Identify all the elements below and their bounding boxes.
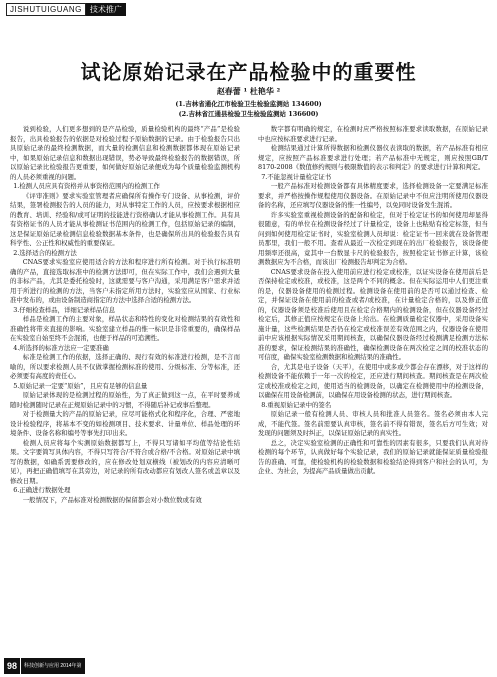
section-heading: 8.重视原始记录中的签名: [261, 400, 332, 409]
paragraph: 说到检验，人们更多想到的是产品检验，质量检验机构的最终“产品”是检验报告，出具检验报告的依据是对检验过程予原始数据的记录。由于检验报告只出具原始记录的最终检测数据，而大量的检测信息和检测数据都体现在原始记录中，如果原始记录信息和数据出现错误，势必导致最终检验报告的数据错误，所以原始记录比检验报告更重要，如何做好原始记录便成为每个质量检验监测机构的人员必须重视的问题。: [10, 125, 240, 181]
paragraph: 一般情况下，产品标准对检测数据的保留都会对小数位数或有效: [22, 495, 202, 504]
affiliation-1: (1.吉林省通化江市检验卫生检验监测站 134600): [175, 100, 322, 108]
section-heading: 1.检测人员应具有资格并从事资格范围内的检测工作: [13, 182, 160, 190]
paragraph: 总之，决定实验室检测的正确性和可靠性的因素有很多，只要我们认真对待检测的每个环节，认真做好每个实验记录，我们的原始记录就能保证质量检验报告的准确、可靠，使检验机构的检验数据和检验结论得到客户和社会的认可，为企业、为社会，为提高产品质量做出贡献。: [258, 438, 488, 475]
section-name: 技术推广: [86, 3, 126, 16]
right-column: [258, 125, 488, 477]
section-heading: 2.选择适合的检测方法: [13, 248, 77, 257]
section-heading: 5.原始记录一定要“原始”，且应有足够的信息量: [13, 381, 148, 390]
paragraph: CNAS要求实验室应使用适合的方法和程序进行所有检测。对于执行标准明确的产品，直接选取标准中的检测方法即可，但在实际工作中，我们会遇到大量的非标产品，尤其是委托检验时，这就需要与客户沟通，采用满足客户需求并适用于所进行的检测的方法，当客户未指定所用方法时，实验室应从国家、行业标准中发布的，或由设备制造商指定的方法中选择合适的检测方法。: [10, 258, 240, 304]
authors: 赵春蕾 ¹ 杜艳华 ²: [216, 86, 281, 96]
article-title: 试论原始记录在产品检验中的重要性: [80, 60, 417, 84]
page-number: 98: [4, 658, 20, 674]
left-column: [10, 125, 240, 505]
paragraph: 检测人员应将每个实测原始数据都写上，不得只写诸如平均值等结论性结果。文字要简写具体内容，不得只写符合/不符合或合格/不合格。对原始记录中填写的数据，如确系需要修改的，应在修改处划双横线（被划改的内容应清晰可见），再把正确值填写在其旁边，对记录的所有改动都应有划改人签名或盖章以及修改日期。: [10, 438, 240, 485]
journal-header: [6, 3, 126, 16]
paragraph: 《评审准则》要求实验室管理者应确保所有操作专门设备、从事检测，评价结果，签署检测报告的人员的能力，对从事特定工作的人员，应按要求根据相应的教育、培训、经验和/或可证明的技能进行资格确认才能从事检测工作。具有具有资格证书的人员才能从事检测证书范围内的检测工作，包括原始记录的编制，这是保证原始记录检测信息检验数据基本条件，也是确保所出具的检验报告具有科学性、公正性和权威性的重要保证。: [10, 191, 240, 247]
section-heading: 4.所选择的标准方法应一定要准确: [13, 343, 109, 352]
page-footer: [4, 658, 85, 674]
paragraph: 数字都有明确的规定，在检测时应严格按照标准要求读取数据，在原始记录中也应按标准要求进行记录。: [258, 125, 488, 143]
paragraph: 标准是检测工作的依据，选择正确的、现行有效的标准进行检测，是不言而喻的，所以要求检测人员不仅做掌握检测标准的使用、分级标准、分等标准，还必须要有高度的责任心。: [10, 353, 240, 380]
paragraph: 合，尤其是电子设备（天平），在使用中或多或少都会存在漂移，对于这样的检测设备不能依赖于一年一次的检定，还应进行期间核查。期间核查是在两次检定或校准或检定之间，使用适当的检测设备，以确定在检测使用中的检测设备，以确保在用设备检测前，以确保在用设备检测的状态，进行期间核查。: [258, 362, 488, 399]
paragraph: 样品是检测工作的主要对象，样品状态和特性的变化对检测结果的有效性和准确性将带来直接的影响。实验室建立样品的惟一标识是非常重要的，确保样品在实验室自始至终不会混淆，也便于样品的可追溯性。: [10, 315, 240, 342]
affiliation-2: (2.吉林省江通县检验卫生检验监测站 136600): [178, 110, 319, 118]
paragraph: 原始记录体现的是检测过程的原始性，为了真正做到这一点，在平时要养成随时检测随时记录在正规原始记录中的习惯，不得随后补记或事后整理。: [10, 391, 240, 409]
paragraph: 检测结果通过计算所得数据和检测仪器仪表读取的数据，若产品标准有相应规定，应按照产品标准要求进行处理；若产品标准中无规定，则应按照GB/T 8170-2008《数值修约规则与极限数值的表示和判定》的要求进行计算和判定。: [258, 144, 488, 171]
paragraph: CNAS要求设备在投入使用前应进行检定或校准，以证实设备在使用前后是否保持检定或校准，或校准，这是两个不同的概念。但在实际运用中人们更注重的是，仪器设备使用的检测过程。检测设备在使用前的是否可以通过检查、检定，并保证设备在使用前的检查或者/或校准，在计量检定合格的，以及修正值的，仪器设备须是校准后使用且在检定合格期内的检测设备，但在仪器设备经过检定后，其修正值应按规定在设备上给出。在检测质量检定仪器中，采用设备实施计量，这些检测结果是否仍在检定或校准误差有效范围之内，仪器设备在使用前中应该根据实际情况采用期间核查，以确保仪器设备经过检测满足检测方法标准的要求，保证检测结果的准确性，确保检测设备在两次检定之间的校准状态的可信度，确保实验室检测数据和检测结果的准确性。: [258, 267, 488, 361]
paragraph: 一般产品标准对检测设备都有具体精度要求，选择检测设备一定要满足标准要求，并严格按操作规程使用仪器设备。在原始记录中不但应注明所使用仪器设备的名称，还应填写仪器设备的惟一性编号，以免同时设备发生混淆。: [258, 182, 488, 209]
paragraph: 原始记录一般有检测人员、审核人员和批准人员签名。签名必须由本人完成，不能代签。签名前需要认真审核，签名前不得有错误，签名后方可生效；对发现的问题须及时纠正，以保证原始记录的真实性。: [258, 410, 488, 437]
footer-journal: 科技创新与应用 2014年第: [20, 658, 85, 674]
section-heading: 6.正确进行数据处理: [13, 486, 71, 494]
journal-name: JISHUTUIGUANG: [6, 3, 86, 16]
section-heading: 7.不能忽视计量检定证书: [261, 172, 332, 181]
section-heading: 3.仔细检查样品，详细记录样品信息: [13, 305, 116, 314]
paragraph: 许多实验室重视检测设备的配备和检定，但对于检定证书的如何使用却显得很随意，有的单位在检测设备经过了计量检定，设备上也粘贴有检定标签，但当问到如何使用检定证书时，实验室检测人员却说：检定证书一回来就在设备管理员那里，我们一般不用。查看从最近一次检定到现在的出厂检验报告，该设备使用频率还很高，竟其中一台数显卡尺的检验报告，按照检定证书修正计算，该检测数据应为不合格，而该出厂检测报告却判定为合格。: [258, 210, 488, 266]
paragraph: 对于检测量大的产品的原始记录，应尽可能格式化和程序化，合理、严密地设计检验程序，将基本不变的如检测项目、技术要求、计量单位、样品处理的环境条件、设备名称和编号等事先打印出来。: [10, 410, 240, 437]
